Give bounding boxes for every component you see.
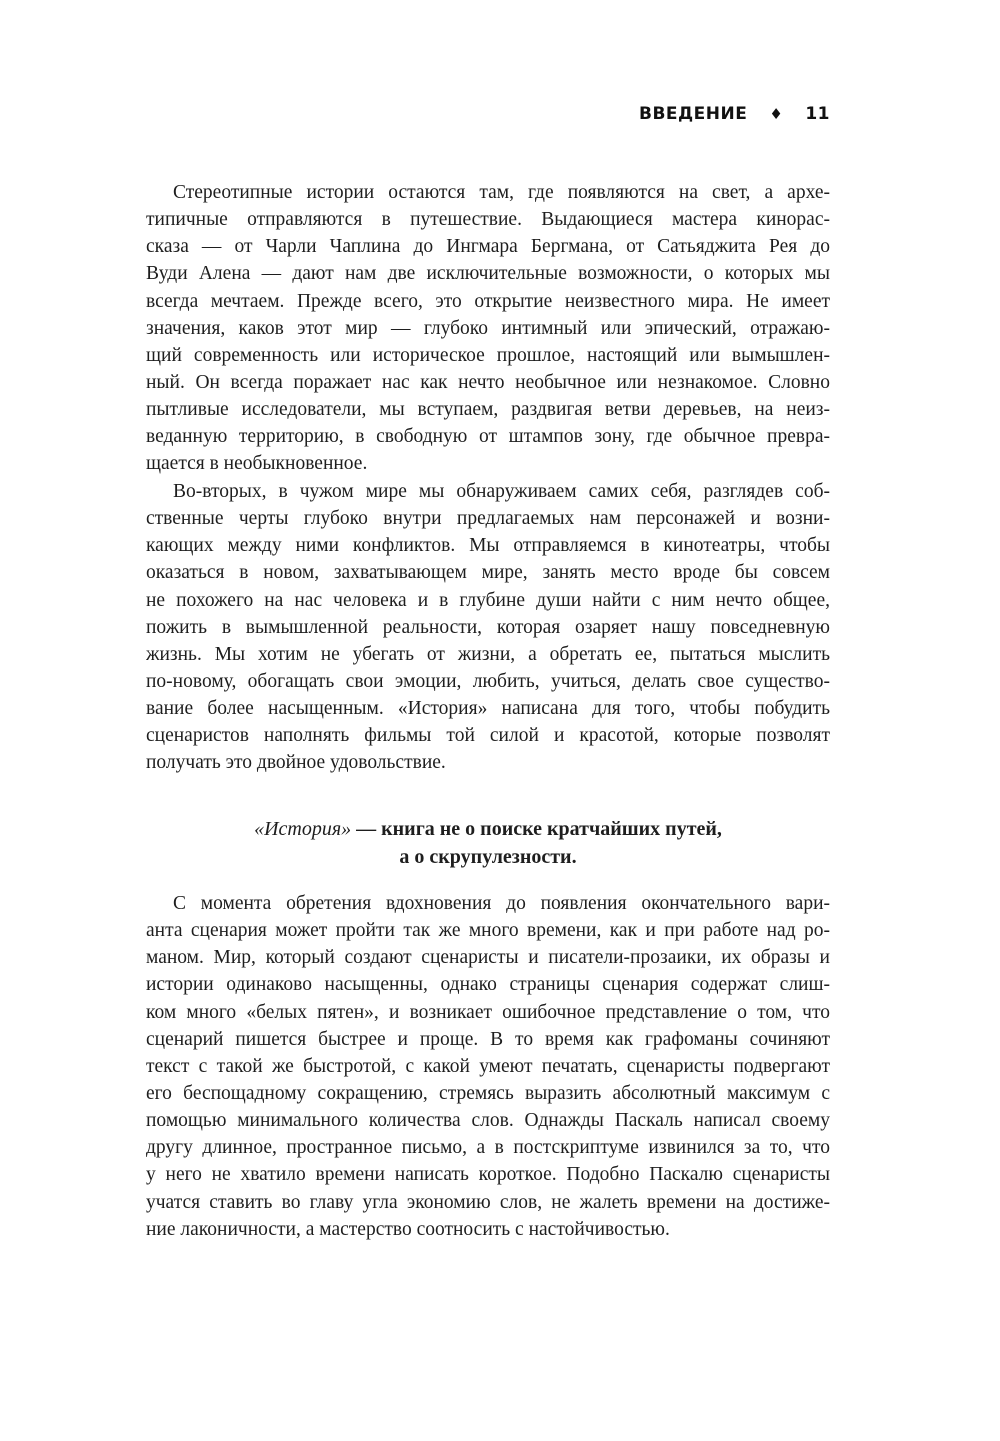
text-line: С момента обретения вдохновения до появления окончательного вари- [173,893,830,914]
text-line: по-новому, обогащать свои эмоции, любить, учиться, делать свое существо- [146,670,830,692]
subheading-line-1-rest: — книга не о поиске кратчайших путей, [351,818,722,840]
text-line: текст с такой же быстротой, с какой умеют печатать, сценаристы подвергают [146,1055,830,1077]
text-line: ственные черты глубоко внутри предлагаемых нам персонажей и возни- [146,508,830,530]
running-head [639,104,830,124]
text-line: щий современность или историческое прошлое, настоящий или вымышлен- [146,344,830,366]
text-line: Во-вторых, в чужом мире мы обнаруживаем самих себя, разглядев соб- [173,481,830,502]
text-line: получать это двойное удовольствие. [146,752,446,774]
text-line: истории одинаково насыщенны, однако страницы сценария содержат слиш- [146,974,830,996]
text-line: его беспощадному сокращению, стремясь выразить абсолютный максимум с [146,1082,830,1104]
diamond-separator-icon: ♦ [769,105,784,123]
subheading-italic-title: «История» [254,818,352,840]
text-line: пытливые исследователи, мы вступаем, раздвигая ветви деревьев, на неиз- [146,399,830,421]
subheading-line-2: а о скрупулезности. [399,846,577,868]
text-line: жизнь. Мы хотим не убегать от жизни, а обретать ее, пытаться мыслить [146,643,830,665]
text-line: пожить в вымышленной реальности, которая озаряет нашу повседневную [146,616,830,638]
text-line: сценаристов наполнять фильмы той силой и красотой, которые позволят [146,725,830,747]
text-line: анта сценария может пройти так же много времени, как и при работе над ро- [146,920,830,942]
subheading-line-1 [146,815,830,843]
text-line: ние лаконичности, а мастерство соотносить с настойчивостью. [146,1218,670,1240]
text-line: Вуди Алена — дают нам две исключительные возможности, о которых мы [146,263,830,285]
page-number: 11 [805,104,830,124]
paragraph-3 [146,890,830,1243]
text-line: щается в необыкновенное. [146,453,368,475]
text-line: значения, каков этот мир — глубоко интимный или эпический, отражаю- [146,317,830,339]
text-line: учатся ставить во главу угла экономию слов, не жалеть времени на достиже- [146,1191,830,1213]
text-line: веданную территорию, в свободную от штампов зону, где обычное превра- [146,426,830,448]
text-line: ком много «белых пятен», и возникает ошибочное представление о том, что [146,1001,830,1023]
text-line: другу длинное, пространное письмо, а в постскриптуме извинился за то, что [146,1137,830,1159]
section-subheading [146,815,830,871]
text-line: кающих между ними конфликтов. Мы отправляемся в кинотеатры, чтобы [146,535,830,557]
text-line: Стереотипные истории остаются там, где появляются на свет, а архе- [173,182,830,203]
paragraph-1 [146,179,830,478]
section-title: ВВЕДЕНИЕ [639,104,748,124]
text-line: вание более насыщенным. «История» написана для того, чтобы побудить [146,698,830,720]
text-line: ный. Он всегда поражает нас как нечто необычное или незнакомое. Словно [146,371,830,393]
text-line: типичные отправляются в путешествие. Выдающиеся мастера кинорас- [146,209,830,231]
text-line: у него не хватило времени написать короткое. Подобно Паскалю сценаристы [146,1164,830,1186]
text-line: не похожего на нас человека и в глубине души найти с ним нечто общее, [146,589,830,611]
text-line: всегда мечтаем. Прежде всего, это открытие неизвестного мира. Не имеет [146,290,830,312]
paragraph-2 [146,478,830,777]
text-line: сценарий пишется быстрее и проще. В то время как графоманы сочиняют [146,1028,830,1050]
text-line: маном. Мир, который создают сценаристы и писатели-прозаики, их образы и [146,947,830,969]
text-line: оказаться в новом, захватывающем мире, занять место вроде бы совсем [146,562,830,584]
text-line: сказа — от Чарли Чаплина до Ингмара Бергмана, от Сатьяджита Рея до [146,236,830,258]
text-line: помощью минимального количества слов. Однажды Паскаль написал своему [146,1110,830,1132]
